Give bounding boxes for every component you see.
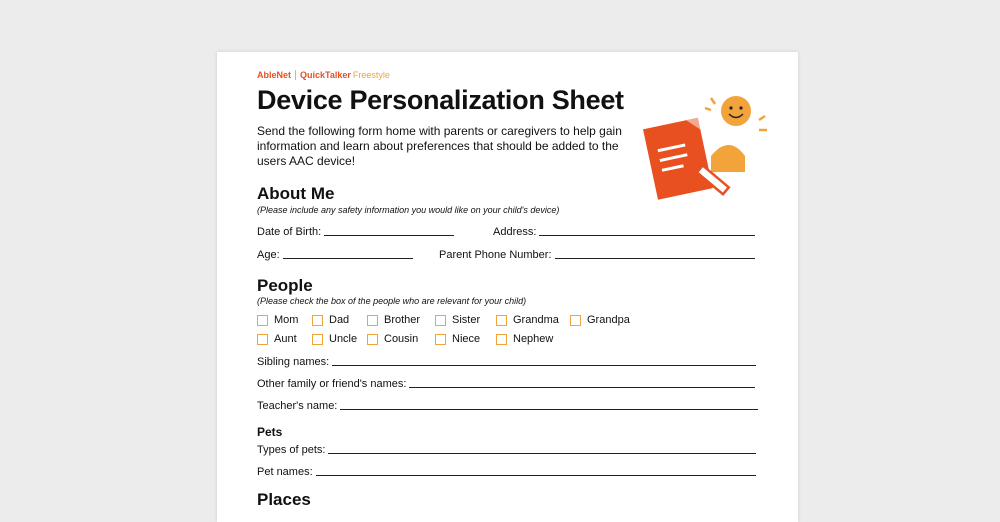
form-person-illustration-icon: [641, 94, 771, 214]
family-input-line[interactable]: [409, 386, 755, 388]
checkbox-grandpa[interactable]: [570, 314, 630, 326]
sibling-label: Sibling names:: [257, 356, 330, 368]
checkbox-aunt[interactable]: [257, 333, 297, 345]
checkbox-uncle[interactable]: [312, 333, 357, 345]
teacher-input-line[interactable]: [340, 408, 758, 410]
checkbox-dad[interactable]: [312, 314, 349, 326]
checkbox-box[interactable]: [570, 315, 581, 326]
pet-types-label: Types of pets:: [257, 444, 326, 456]
pet-types-input-line[interactable]: [328, 452, 756, 454]
checkbox-box[interactable]: [496, 315, 507, 326]
dob-label: Date of Birth:: [257, 226, 322, 238]
family-field[interactable]: [257, 378, 755, 390]
teacher-label: Teacher's name:: [257, 400, 338, 412]
pet-names-label: Pet names:: [257, 466, 313, 478]
brand-logo: [257, 70, 390, 80]
people-heading: People: [257, 276, 313, 295]
checkbox-label: Nephew: [513, 333, 554, 345]
address-field[interactable]: [493, 226, 755, 238]
checkbox-label: Mom: [274, 314, 299, 326]
checkbox-box[interactable]: [496, 334, 507, 345]
intro-text: Send the following form home with parents or caregivers to help gain information and learn about preferences that should be added to the users AAC device!: [257, 124, 622, 168]
checkbox-label: Sister: [452, 314, 481, 326]
age-field[interactable]: [257, 249, 413, 261]
checkbox-label: Niece: [452, 333, 481, 345]
checkbox-mom[interactable]: [257, 314, 298, 326]
dob-field[interactable]: [257, 226, 454, 238]
checkbox-box[interactable]: [435, 334, 446, 345]
pet-types-field[interactable]: [257, 444, 756, 456]
checkbox-box[interactable]: [257, 315, 268, 326]
checkbox-box[interactable]: [257, 334, 268, 345]
checkbox-label: Grandma: [513, 314, 559, 326]
page-title: Device Personalization Sheet: [257, 85, 624, 115]
checkbox-box[interactable]: [367, 315, 378, 326]
brand-product: QuickTalker: [300, 70, 351, 80]
pets-heading: Pets: [257, 425, 283, 439]
sibling-input-line[interactable]: [332, 364, 756, 366]
phone-input-line[interactable]: [555, 257, 755, 259]
checkbox-sister[interactable]: [435, 314, 480, 326]
brand-company: AbleNet: [257, 70, 292, 80]
checkbox-label: Grandpa: [587, 314, 630, 326]
checkbox-brother[interactable]: [367, 314, 420, 326]
address-input-line[interactable]: [539, 234, 755, 236]
checkbox-grandma[interactable]: [496, 314, 559, 326]
checkbox-label: Dad: [329, 314, 350, 326]
checkbox-nephew[interactable]: [496, 333, 553, 345]
checkbox-box[interactable]: [312, 334, 323, 345]
checkbox-label: Cousin: [384, 333, 419, 345]
places-heading: Places: [257, 490, 311, 509]
about-hint: (Please include any safety information you would like on your child's device): [257, 205, 560, 215]
family-label: Other family or friend's names:: [257, 378, 407, 390]
form-sheet: [217, 52, 798, 522]
brand-product-suffix: Freestyle: [352, 70, 390, 80]
checkbox-niece[interactable]: [435, 333, 480, 345]
age-label: Age:: [257, 249, 280, 261]
checkbox-label: Brother: [384, 314, 421, 326]
checkbox-label: Aunt: [274, 333, 297, 345]
dob-input-line[interactable]: [324, 234, 454, 236]
phone-label: Parent Phone Number:: [439, 249, 552, 261]
checkbox-label: Uncle: [329, 333, 358, 345]
brand-separator: [295, 70, 296, 80]
people-hint: (Please check the box of the people who are relevant for your child): [257, 296, 527, 306]
pet-names-input-line[interactable]: [316, 474, 756, 476]
pet-names-field[interactable]: [257, 466, 756, 478]
age-input-line[interactable]: [283, 257, 413, 259]
checkbox-box[interactable]: [435, 315, 446, 326]
sibling-field[interactable]: [257, 356, 756, 368]
phone-field[interactable]: [439, 249, 755, 261]
checkbox-box[interactable]: [367, 334, 378, 345]
teacher-field[interactable]: [257, 400, 758, 412]
address-label: Address:: [493, 226, 537, 238]
about-heading: About Me: [257, 184, 335, 203]
checkbox-box[interactable]: [312, 315, 323, 326]
checkbox-cousin[interactable]: [367, 333, 418, 345]
